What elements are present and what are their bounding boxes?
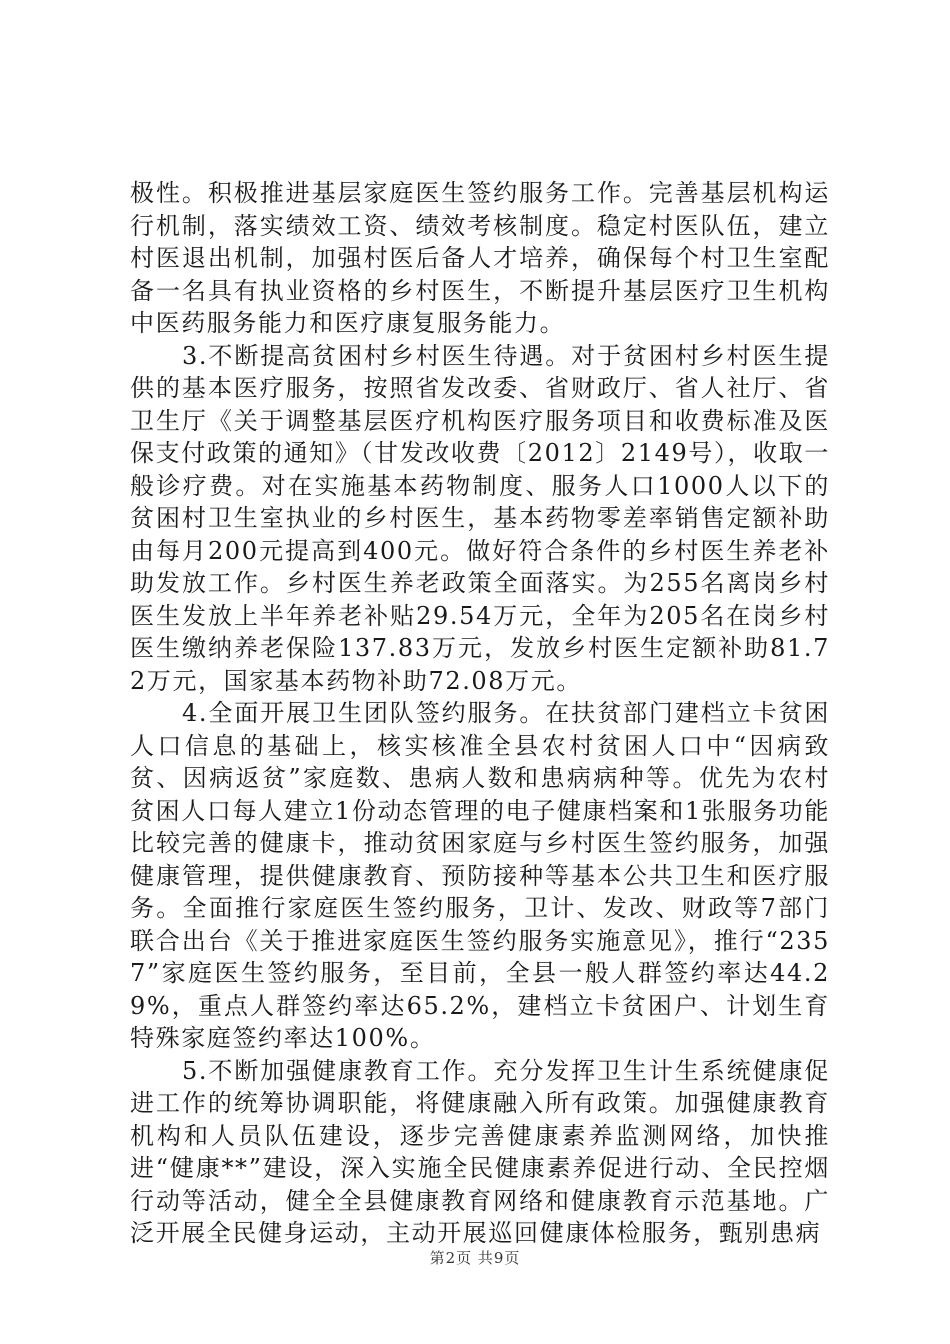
paragraph-1: 极性。积极推进基层家庭医生签约服务工作。完善基层机构运行机制，落实绩效工资、绩效考核制度。稳定村医队伍，建立村医退出机制，加强村医后备人才培养，确保每个村卫生室配备一名具有执业资格的乡村医生，不断提升基层医疗卫生机构中医药服务能力和医疗康复服务能力。 bbox=[130, 179, 830, 337]
paragraph-2: 3.不断提高贫困村乡村医生待遇。对于贫困村乡村医生提供的基本医疗服务，按照省发改委、省财政厅、省人社厅、省卫生厅《关于调整基层医疗机构医疗服务项目和收费标准及医保支付政策的通知》（甘发改收费〔2012〕2149号），收取一般诊疗费。对在实施基本药物制度、服务人口1000人以下的贫困村卫生室执业的乡村医生，基本药物零差率销售定额补助由每月200元提高到400元。做好符合条件的乡村医生养老补助发放工作。乡村医生养老政策全面落实。为255名离岗乡村医生发放上半年养老补贴29.54万元，全年为205名在岗乡村医生缴纳养老保险137.83万元，发放乡村医生定额补助81.72万元，国家基本药物补助72.08万元。 bbox=[130, 341, 830, 695]
page-footer bbox=[0, 1247, 950, 1268]
document-body bbox=[130, 177, 830, 1250]
paragraph-3: 4.全面开展卫生团队签约服务。在扶贫部门建档立卡贫困人口信息的基础上，核实核准全县农村贫困人口中“因病致贫、因病返贫”家庭数、患病人数和患病病种等。优先为农村贫困人口每人建立1份动态管理的电子健康档案和1张服务功能比较完善的健康卡，推动贫困家庭与乡村医生签约服务，加强健康管理，提供健康教育、预防接种等基本公共卫生和医疗服务。全面推行家庭医生签约服务，卫计、发改、财政等7部门联合出台《关于推进家庭医生签约服务实施意见》，推行“2357”家庭医生签约服务，至目前，全县一般人群签约率达44.29%，重点人群签约率达65.2%，建档立卡贫困户、计划生育特殊家庭签约率达100%。 bbox=[130, 699, 830, 1052]
paragraph-4: 5.不断加强健康教育工作。充分发挥卫生计生系统健康促进工作的统筹协调职能，将健康融入所有政策。加强健康教育机构和人员队伍建设，逐步完善健康素养监测网络，加快推进“健康**”建设，深入实施全民健康素养促进行动、全民控烟行动等活动，健全全县健康教育网络和健康教育示范基地。广泛开展全民健身运动，主动开展巡回健康体检服务，甄别患病 bbox=[130, 1056, 830, 1247]
page-number-label: 第2页 共9页 bbox=[429, 1249, 521, 1267]
